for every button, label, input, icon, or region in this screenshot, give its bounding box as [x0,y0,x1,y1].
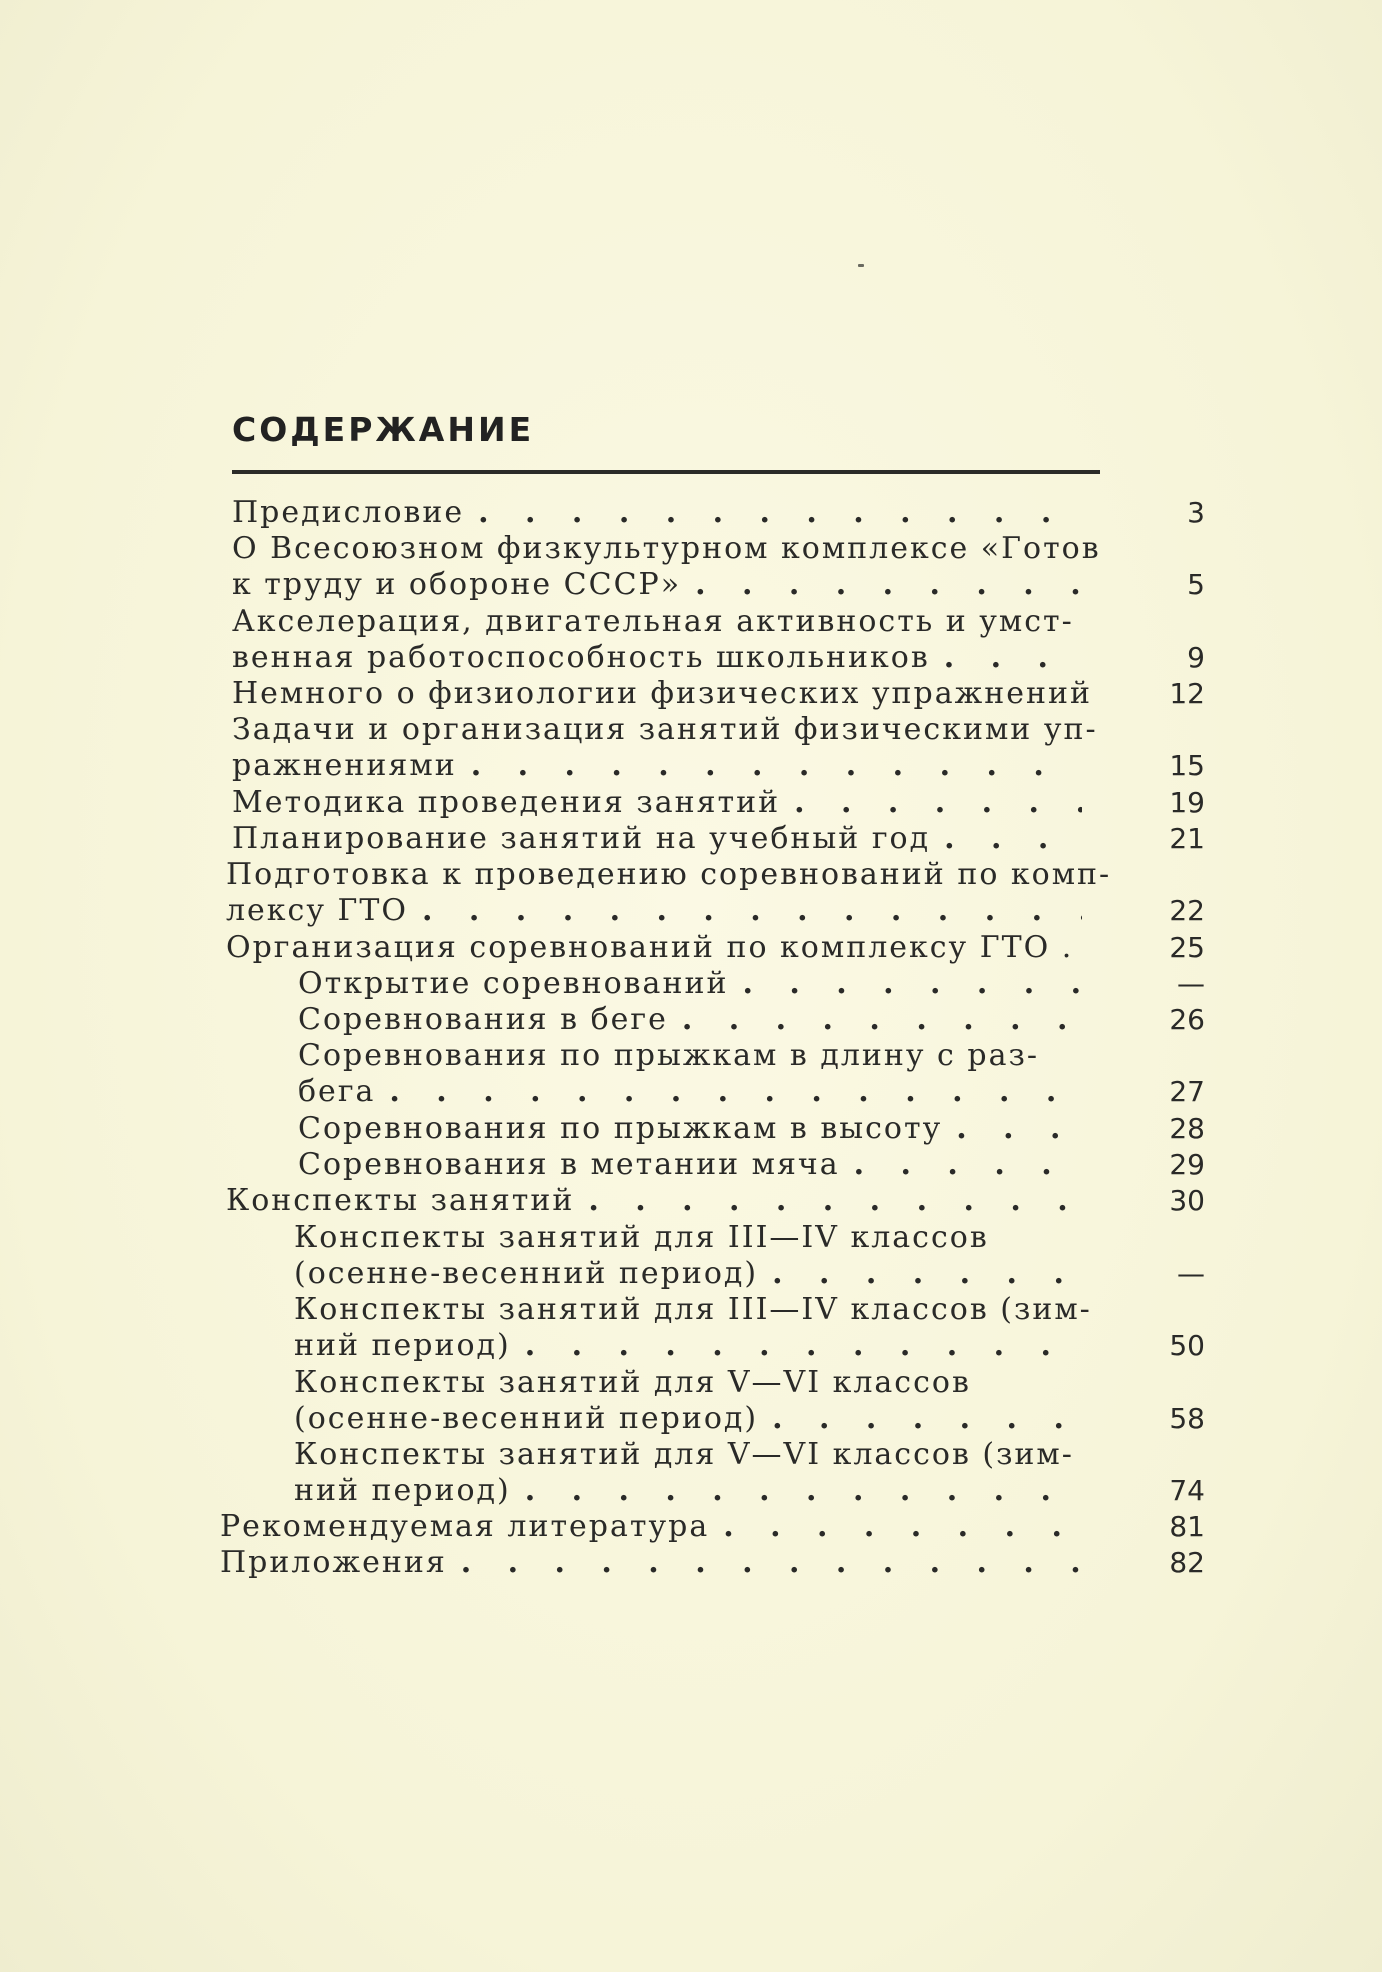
dot-leader [389,1074,1082,1110]
dot-leader [588,1183,1082,1219]
toc-entry-text: (осенне-весенний период) [294,1401,759,1437]
toc-page-number: — [1177,967,1205,1000]
toc-page-number: 30 [1169,1184,1205,1217]
toc-page-number: 21 [1169,822,1205,855]
toc-entry-text: Немного о физиологии физических упражнений [232,676,1092,711]
toc-entry-text: Соревнования по прыжкам в высоту [298,1111,943,1146]
toc-page-number: 58 [1169,1402,1205,1436]
toc-page-number: 15 [1169,749,1205,783]
toc-line [294,1292,1092,1328]
toc-page-number: 81 [1169,1510,1205,1543]
toc-entry-text: Подготовка к проведению соревнований по комп- [226,857,1112,892]
toc-line [294,1473,1082,1509]
toc-entry-text: Предисловие [232,495,465,530]
toc-page-number: 9 [1187,641,1205,675]
toc-page-number: 22 [1169,894,1205,928]
toc-line [226,930,1082,966]
toc-entry-text: Задачи и организация занятий физическими уп- [232,712,1098,747]
title-rule [232,470,1100,474]
dot-leader [478,495,1082,531]
toc-entry-text: Организация соревнований по комплексу ГТО . [226,930,1074,965]
toc-entry-text: О Всесоюзном физкультурном комплексе «Готов [232,531,1101,566]
toc-entry-text: Планирование занятий на учебный год [232,821,931,856]
toc-entry-text: Конспекты занятий для V—VI классов [294,1365,971,1400]
toc-line [298,1111,1082,1147]
toc-entry-text: к труду и обороне СССР» [232,567,682,603]
dot-leader [944,640,1082,676]
toc-line [298,1038,1082,1074]
dot-leader [461,1545,1082,1581]
toc-entry-text: Соревнования в метании мяча [298,1147,840,1182]
dot-leader [794,785,1082,821]
toc-line [232,604,1082,640]
dot-leader [723,1509,1082,1545]
dot-leader [525,1473,1082,1509]
dot-leader [742,966,1082,1002]
toc-entry-text: лексу ГТО [226,893,409,929]
page-title: СОДЕРЖАНИЕ [232,410,535,449]
toc-entry-text: Рекомендуемая литература [220,1509,710,1544]
toc-entry-text: Конспекты занятий для V—VI классов (зим- [294,1437,1074,1472]
toc-entry-text: бега [298,1074,376,1110]
toc-entry-text: Соревнования по прыжкам в длину с раз- [298,1038,1039,1073]
toc-line [232,495,1082,531]
toc-entry-text: Конспекты занятий для III—IV классов (зим- [294,1292,1092,1327]
toc-page-number: 19 [1169,786,1205,819]
toc-page-number: 25 [1169,931,1205,964]
toc-line [298,966,1082,1002]
toc-entry-text: Акселерация, двигательная активность и умст- [232,604,1074,639]
dot-leader [695,567,1082,603]
toc-line [294,1220,1082,1256]
toc-page-number: 12 [1169,677,1205,710]
toc-page-number: — [1177,1257,1205,1291]
toc-entry-text: (осенне-весенний период) [294,1256,759,1292]
toc-line [294,1328,1082,1364]
toc-entry-text: ний период) [294,1328,511,1364]
toc-line [294,1401,1082,1437]
toc-line [226,893,1082,929]
dot-leader [772,1256,1082,1292]
toc-page-number: 5 [1187,568,1205,602]
toc-line [226,1183,1082,1219]
toc-page-number: 82 [1169,1546,1205,1579]
toc-line [232,712,1098,748]
toc-page-number: 29 [1169,1148,1205,1181]
toc-line [298,1074,1082,1110]
toc-page-number: 3 [1187,496,1205,529]
toc-line [298,1147,1082,1183]
toc-line [294,1365,1082,1401]
dot-leader [471,748,1082,784]
toc-line [232,676,1092,712]
toc-entry-text: венная работоспособность школьников [232,640,930,676]
toc-line [232,748,1082,784]
toc-line [294,1256,1082,1292]
toc-line [232,531,1101,567]
dot-leader [772,1401,1082,1437]
toc-line [298,1002,1082,1038]
toc-line [220,1509,1082,1545]
dot-leader [944,821,1082,857]
toc-page-number: 28 [1169,1112,1205,1145]
toc-page-number: 74 [1169,1474,1205,1508]
toc-entry-text: ражнениями [232,748,457,784]
toc-entry-text: ний период) [294,1473,511,1509]
dot-leader [956,1111,1082,1147]
toc-line [232,821,1082,857]
toc-entry-text: Открытие соревнований [298,966,729,1001]
toc-entry-text: Конспекты занятий [226,1183,575,1218]
toc-line [232,567,1082,603]
toc-line [232,640,1082,676]
toc-page-number: 50 [1169,1329,1205,1363]
toc-line [294,1437,1082,1473]
dot-leader [682,1002,1082,1038]
toc-entry-text: Приложения [220,1545,447,1580]
dot-leader [854,1147,1082,1183]
print-speck [858,264,864,267]
toc-line [226,857,1112,893]
toc-line [232,785,1082,821]
toc-entry-text: Соревнования в беге [298,1002,668,1037]
toc-entry-text: Методика проведения занятий [232,785,781,820]
toc-entry-text: Конспекты занятий для III—IV классов [294,1220,989,1255]
toc-page-number: 27 [1169,1075,1205,1109]
toc-page-number: 26 [1169,1003,1205,1036]
dot-leader [422,893,1082,929]
dot-leader [525,1328,1082,1364]
toc-line [220,1545,1082,1581]
